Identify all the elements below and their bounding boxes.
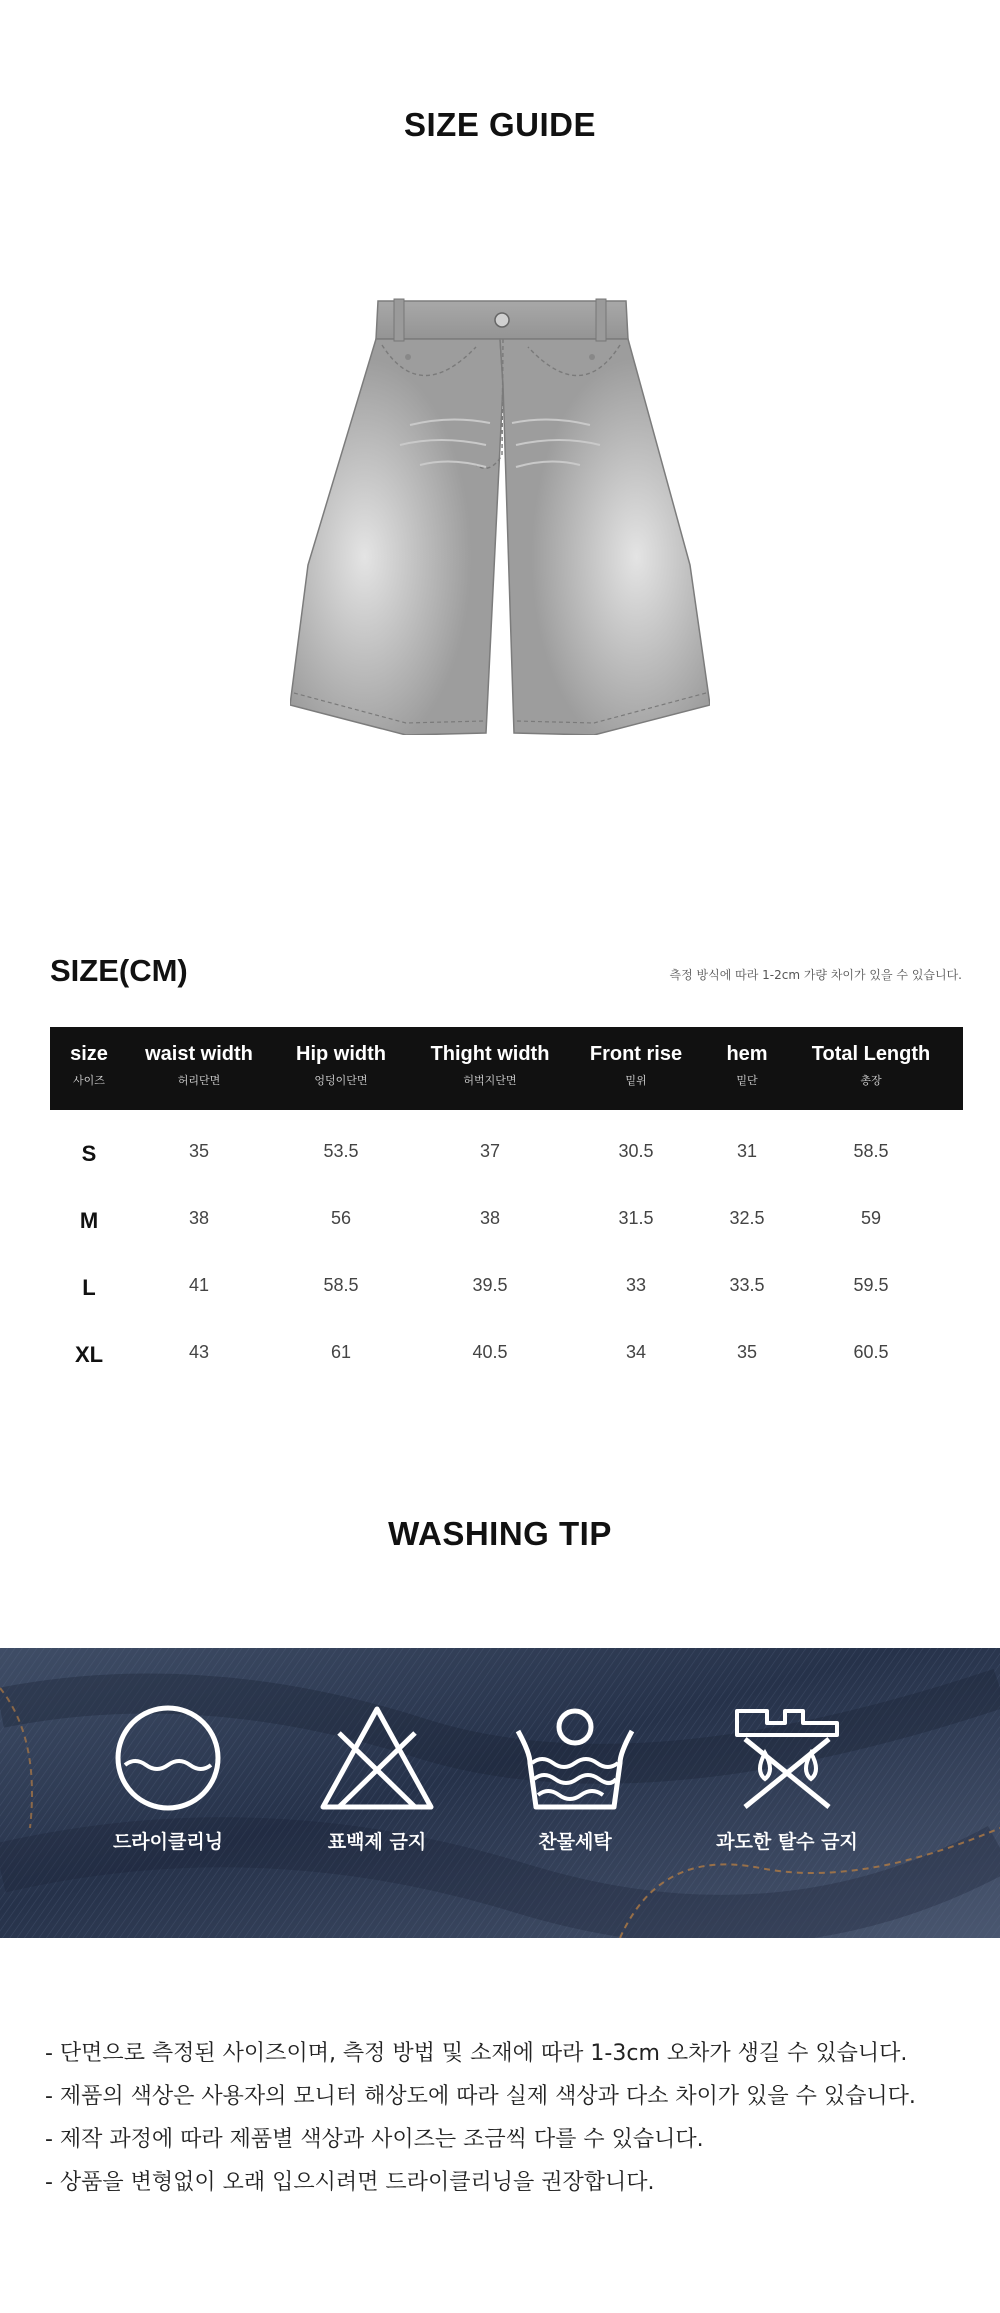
table-cell: 58.5 — [323, 1275, 359, 1295]
care-note: - 단면으로 측정된 사이즈이며, 측정 방법 및 소재에 따라 1-3cm 오차가 생길 수 있습니다. — [45, 2041, 908, 2066]
no-wring-label: 과도한 탈수 금지 — [716, 1831, 858, 1853]
table-cell: 38 — [188, 1208, 210, 1228]
size-guide-title: SIZE GUIDE — [403, 106, 597, 143]
table-row — [50, 1141, 963, 1181]
header-thigh-width: Thight width 허벅지단면 — [430, 1043, 550, 1087]
dry-clean-label: 드라이클리닝 — [112, 1831, 224, 1853]
header-hip-width: Hip width 엉덩이단면 — [296, 1043, 386, 1087]
table-cell: 35 — [736, 1342, 758, 1362]
no-wring-item — [687, 1703, 887, 1854]
table-cell: 32.5 — [729, 1208, 765, 1228]
dry-clean-icon — [113, 1703, 223, 1813]
no-wring-icon — [727, 1703, 847, 1813]
dry-clean-item — [68, 1703, 268, 1854]
table-row — [50, 1275, 963, 1315]
table-cell: 60.5 — [853, 1342, 889, 1362]
header-total-length: Total Length 총장 — [811, 1043, 931, 1087]
header-hem: hem 밑단 — [726, 1043, 768, 1087]
care-notes — [45, 2032, 965, 2204]
table-cell: 59.5 — [853, 1275, 889, 1295]
care-note: - 제품의 색상은 사용자의 모니터 해상도에 따라 실제 색상과 다소 차이가 있을 수 있습니다. — [45, 2084, 916, 2109]
no-bleach-label: 표백제 금지 — [327, 1831, 427, 1853]
size-cell: L — [82, 1275, 96, 1300]
header-front-rise: Front rise 밑위 — [589, 1043, 683, 1087]
washing-tip-title: WASHING TIP — [388, 1515, 612, 1552]
table-cell: 33.5 — [729, 1275, 765, 1295]
header-size: size 사이즈 — [70, 1043, 108, 1087]
cold-wash-label: 찬물세탁 — [538, 1831, 612, 1853]
table-cell: 34 — [625, 1342, 647, 1362]
cold-wash-item — [475, 1703, 675, 1854]
size-heading: SIZE(CM) — [50, 953, 188, 988]
table-cell: 33 — [625, 1275, 647, 1295]
size-table-header — [50, 1027, 963, 1110]
table-cell: 37 — [479, 1141, 501, 1161]
table-cell: 39.5 — [472, 1275, 508, 1295]
table-cell: 30.5 — [618, 1141, 654, 1161]
denim-shorts-image — [290, 295, 710, 735]
table-cell: 31.5 — [618, 1208, 654, 1228]
table-cell: 43 — [188, 1342, 210, 1362]
table-cell: 40.5 — [472, 1342, 508, 1362]
table-cell: 31 — [736, 1141, 758, 1161]
table-row — [50, 1208, 963, 1248]
cold-wash-icon — [510, 1703, 640, 1813]
table-cell: 41 — [188, 1275, 210, 1295]
table-row — [50, 1342, 963, 1382]
table-cell: 56 — [330, 1208, 352, 1228]
header-waist-width: waist width 허리단면 — [145, 1043, 253, 1087]
size-note: 측정 방식에 따라 1-2cm 가량 차이가 있을 수 있습니다. — [669, 968, 962, 982]
care-note: - 상품을 변형없이 오래 입으시려면 드라이클리닝을 권장합니다. — [45, 2170, 655, 2195]
table-cell: 35 — [188, 1141, 210, 1161]
no-bleach-icon — [317, 1703, 437, 1813]
size-cell: M — [79, 1208, 99, 1233]
table-cell: 58.5 — [853, 1141, 889, 1161]
table-cell: 53.5 — [323, 1141, 359, 1161]
care-note: - 제작 과정에 따라 제품별 색상과 사이즈는 조금씩 다를 수 있습니다. — [45, 2127, 704, 2152]
table-cell: 59 — [860, 1208, 882, 1228]
washing-tip-banner — [0, 1648, 1000, 1938]
size-cell: XL — [74, 1342, 104, 1367]
table-cell: 61 — [330, 1342, 352, 1362]
table-cell: 38 — [479, 1208, 501, 1228]
size-cell: S — [81, 1141, 97, 1166]
no-bleach-item — [277, 1703, 477, 1854]
